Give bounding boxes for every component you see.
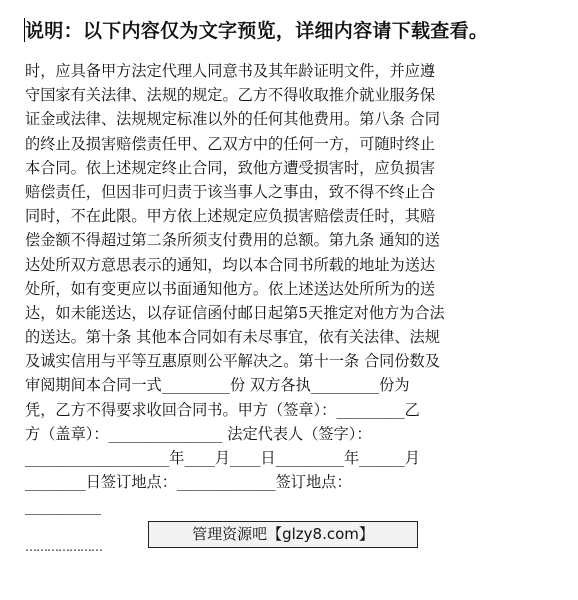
text-line: 证金或法律、法规规定标准以外的任何其他费用。第八条 合同: [25, 110, 440, 129]
text-line: 赔偿责任，但因非可归责于该当事人之事由，致不得不终止合: [25, 182, 436, 201]
text-line: 达，如未能送达，以存证信函付邮日起第5天推定对他方为合法: [25, 303, 445, 322]
text-line: 及诚实信用与平等互惠原则公平解决之。第十一条 合同份数及: [25, 352, 440, 371]
text-line: 时，应具备甲方法定代理人同意书及其年龄证明文件，并应遵: [25, 62, 436, 80]
dotted-leader: …………………: [25, 540, 102, 554]
text-line: ________日签订地点：_____________签订地点：: [25, 473, 352, 492]
preview-notice: 说明：以下内容仅为文字预览，详细内容请下载查看。: [25, 20, 489, 42]
text-line: 处所，如有变更应以书面通知他方。依上述送达处所所为的送: [25, 279, 436, 298]
text-line: 本合同。依上述规定终止合同，致他方遭受损害时，应负损害: [25, 158, 436, 177]
text-line: 方（盖章）：_______________ 法定代表人（签字）：: [25, 424, 372, 443]
text-line: 审阅期间本合同一式_________份 双方各执_________份为: [25, 376, 410, 395]
text-line: ___________________年____月____日_________年______月: [25, 449, 420, 467]
text-line: 的终止及损害赔偿责任甲、乙双方中的任何一方，可随时终止: [25, 134, 436, 153]
text-line: 偿金额不得超过第二条所须支付费用的总额。第九条 通知的送: [25, 231, 440, 250]
text-line: 同时，不在此限。甲方依上述规定应负损害赔偿责任时，其赔: [25, 207, 436, 226]
text-line: __________: [25, 497, 101, 516]
text-line: 凭，乙方不得要求收回合同书。甲方（签章）：_________乙: [25, 400, 420, 419]
text-line: 的送达。第十条 其他本合同如有未尽事宜，依有关法律、法规: [25, 328, 440, 347]
site-watermark-banner[interactable]: 管理资源吧【glzy8.com】: [148, 521, 418, 548]
document-body: [25, 59, 555, 519]
text-line: 达处所双方意思表示的通知，均以本合同书所载的地址为送达: [25, 255, 436, 274]
text-line: 守国家有关法律、法规的规定。乙方不得收取推介就业服务保: [25, 86, 436, 105]
